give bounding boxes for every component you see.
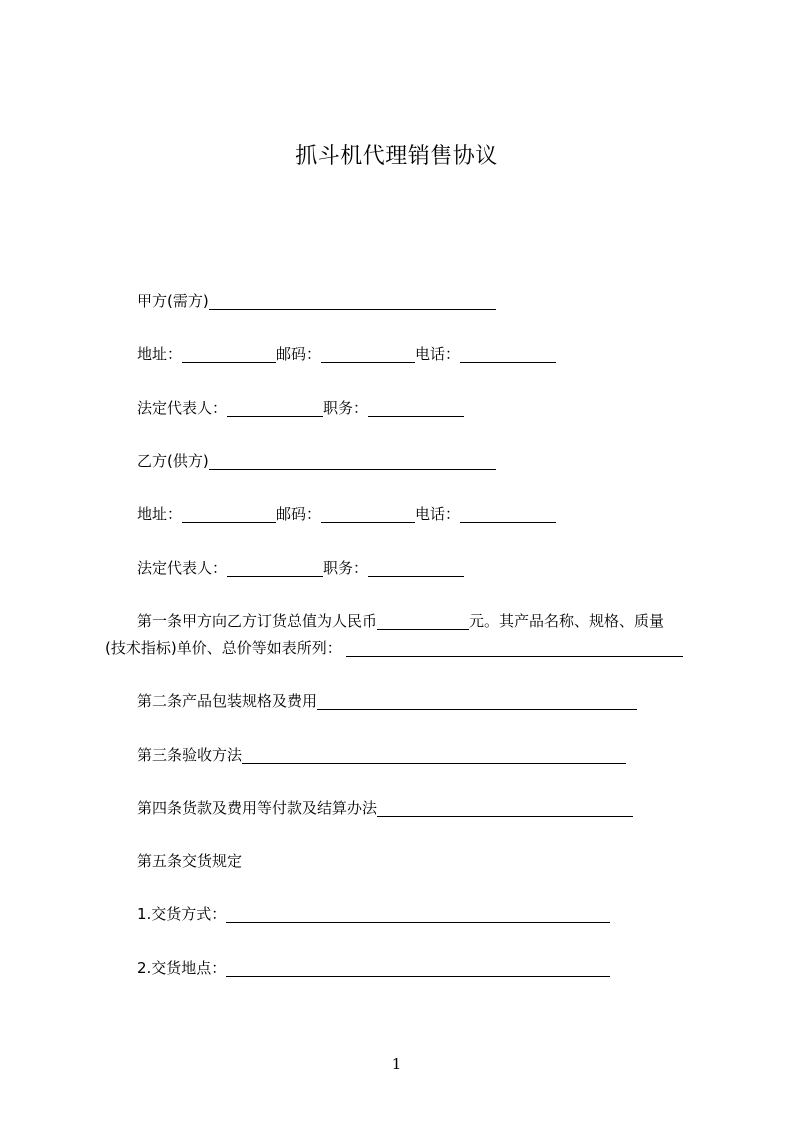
article-2-blank bbox=[317, 692, 637, 710]
item-2-label: 2.交货地点： bbox=[137, 959, 227, 977]
article-1-table-blank bbox=[346, 639, 683, 657]
party-a-postcode-label: 邮码： bbox=[276, 345, 322, 363]
item-2-line bbox=[137, 957, 610, 979]
party-b-phone-blank bbox=[460, 505, 556, 523]
party-b-phone-label: 电话： bbox=[415, 505, 461, 523]
article-2-label: 第二条产品包装规格及费用 bbox=[137, 692, 318, 710]
party-a-phone-blank bbox=[460, 345, 556, 363]
party-b-name-blank bbox=[209, 452, 496, 470]
party-b-position-blank bbox=[368, 559, 464, 577]
party-a-position-label: 职务： bbox=[323, 399, 369, 417]
article-5-label: 第五条交货规定 bbox=[137, 852, 243, 870]
article-1-amount-blank bbox=[377, 612, 469, 630]
item-1-label: 1.交货方式： bbox=[137, 905, 227, 923]
article-1-start: 第一条甲方向乙方订货总值为人民币 bbox=[137, 612, 378, 630]
item-1-blank bbox=[226, 905, 610, 923]
party-b-rep-line bbox=[137, 557, 464, 579]
page-number: 1 bbox=[391, 1055, 402, 1073]
party-a-address-blank bbox=[182, 345, 276, 363]
party-a-position-blank bbox=[368, 399, 464, 417]
party-b-label: 乙方(供方) bbox=[137, 452, 209, 470]
article-1-line-2 bbox=[105, 637, 683, 659]
item-1-line bbox=[137, 903, 610, 925]
party-b-contact-line bbox=[137, 503, 556, 525]
article-3-line bbox=[137, 744, 626, 766]
party-b-representative-label: 法定代表人： bbox=[137, 559, 228, 577]
article-1-line-1 bbox=[137, 610, 664, 632]
party-b-line bbox=[137, 450, 496, 472]
party-b-address-label: 地址： bbox=[137, 505, 183, 523]
party-a-representative-blank bbox=[227, 399, 323, 417]
article-1-end: 元。其产品名称、规格、质量 bbox=[469, 612, 665, 630]
article-3-blank bbox=[242, 746, 626, 764]
party-a-phone-label: 电话： bbox=[415, 345, 461, 363]
party-a-contact-line bbox=[137, 343, 556, 365]
party-a-address-label: 地址： bbox=[137, 345, 183, 363]
article-4-line bbox=[137, 797, 633, 819]
party-a-line bbox=[137, 290, 496, 312]
party-b-position-label: 职务： bbox=[323, 559, 369, 577]
party-a-name-blank bbox=[209, 292, 496, 310]
party-a-label: 甲方(需方) bbox=[137, 292, 209, 310]
article-4-blank bbox=[377, 799, 633, 817]
article-5-line bbox=[137, 850, 242, 872]
article-3-label: 第三条验收方法 bbox=[137, 746, 243, 764]
party-a-representative-label: 法定代表人： bbox=[137, 399, 228, 417]
party-a-postcode-blank bbox=[321, 345, 415, 363]
article-4-label: 第四条货款及费用等付款及结算办法 bbox=[137, 799, 378, 817]
document-title: 抓斗机代理销售协议 bbox=[295, 144, 498, 169]
item-2-blank bbox=[226, 959, 610, 977]
party-a-rep-line bbox=[137, 397, 464, 419]
article-1-continuation: (技术指标)单价、总价等如表所列： bbox=[105, 639, 342, 657]
party-b-address-blank bbox=[182, 505, 276, 523]
party-b-postcode-blank bbox=[321, 505, 415, 523]
article-2-line bbox=[137, 690, 637, 712]
party-b-representative-blank bbox=[227, 559, 323, 577]
party-b-postcode-label: 邮码： bbox=[276, 505, 322, 523]
